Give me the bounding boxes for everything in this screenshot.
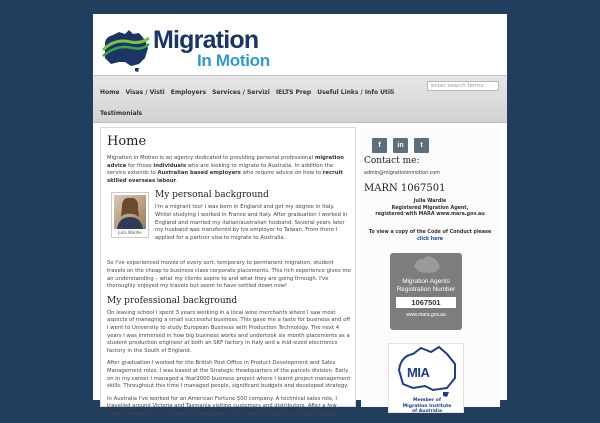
mia-line1: Member of xyxy=(413,398,441,403)
mia-acronym: MIA xyxy=(407,365,430,380)
professional-heading: My professional background xyxy=(107,295,238,306)
social-links xyxy=(372,132,435,153)
mara-map-icon xyxy=(390,253,462,275)
conduct-notice xyxy=(364,230,496,243)
nav-ielts-prep[interactable]: IELTS Prep xyxy=(275,89,312,96)
nav-visas[interactable]: Visas / Visti xyxy=(125,89,165,96)
mia-line3: of Australia xyxy=(411,409,443,414)
nav-useful-links[interactable]: Useful Links / Info Utili xyxy=(317,89,395,96)
mia-line2: Migration Institute xyxy=(402,403,452,409)
professional-paragraph-1: On leaving school I spent 3 years working in a local wine merchants where I saw most aspects of managing a small successful business. This gave me a taste for business and off I went to University to study European Business with Production Technology. The next 4 years I was immersed in how big business works and undertook six month placements as a student production engineer at both an SKF factory in Italy and a mid-sized electronics factory in the South of England. xyxy=(107,309,350,354)
contact-heading: Contact me: xyxy=(364,156,420,166)
profile-photo xyxy=(111,192,149,238)
mara-line1: Migration Agents xyxy=(402,278,450,285)
mara-number: 1067501 xyxy=(396,297,456,308)
sidebar xyxy=(361,127,500,414)
mia-badge[interactable] xyxy=(388,343,464,413)
twitter-icon[interactable]: t xyxy=(414,138,429,153)
personal-background-section xyxy=(107,190,351,256)
intro-paragraph: Migration in Motion is an agency dedicated to providing personal professional migration advice for those individuals who are looking to migrate to Australia. In addition the service extends to Australian based employers who require advice on how to recruit skilled overseas labour. xyxy=(107,155,344,184)
professional-paragraph-3: In Australia I've worked for an American Fortune 500 company. A technical sales role, I travelled around Victoria and Tasmania visiting customers and distributors. After a few years I moved back to a Product Management role covering Australia and New Zealand. xyxy=(107,395,341,417)
agent-registration: registered with MARA www.mara.gov.au xyxy=(375,212,485,218)
conduct-text: To view a copy of the Code of Conduct please xyxy=(368,230,492,235)
person-icon xyxy=(114,195,146,229)
nav-services[interactable]: Services / Servizi xyxy=(212,89,270,96)
nav-testimonials[interactable]: Testimonials xyxy=(100,110,143,117)
mara-line2: Registration Number xyxy=(396,286,456,293)
personal-heading: My personal background xyxy=(155,190,269,201)
mara-url: www.mara.gov.au xyxy=(406,312,446,318)
page-title: Home xyxy=(107,134,147,149)
mara-badge[interactable] xyxy=(390,253,462,330)
search-input[interactable]: enter search terms xyxy=(427,81,499,91)
professional-paragraph-2: After graduation I worked for the British Post Office in Product Development and Sales Management roles. I was based at the Strategic Headquarters of the parcels division. Early on in my career I managed a Year2000 business project where I learnt project management skills. Throughout this time I managed people, significant budgets and developed strategy. xyxy=(107,360,351,390)
personal-paragraph: I'm a migrant too! I was born in England and got my degree in Italy. Whilst studying I worked in France and Italy. After graduation I worked in England and married my italian/australian husband. Several years later my husband was transferred by his employer to Taiwan. From there I applied for a partner visa to migrate to Australia. xyxy=(155,204,348,241)
page-container xyxy=(93,14,507,417)
nav-employers[interactable]: Employers xyxy=(170,89,207,96)
agent-name: Julia Wardle xyxy=(413,199,447,204)
portrait-image xyxy=(114,195,146,229)
main-nav xyxy=(93,75,507,123)
agent-title: Registered Migration Agent, xyxy=(391,205,469,211)
linkedin-icon[interactable]: in xyxy=(393,138,408,153)
australia-map-icon xyxy=(101,28,151,72)
logo-text-line1: Migration xyxy=(153,26,259,54)
main-content xyxy=(100,127,356,417)
personal-paragraph-2: So I've experienced moves of every sort, temporary to permanent migration, student travels on the cheap to business class corporate placements. This rich experience gives me an understanding – what my clients aspire to and what they are going through. I've thoroughly enjoyed my travels but seem to have settled down now! xyxy=(107,260,351,290)
contact-email[interactable]: admin@migrationinmotion.com xyxy=(364,171,440,176)
conduct-link[interactable]: click here xyxy=(416,236,444,242)
site-logo[interactable] xyxy=(101,26,291,78)
facebook-icon[interactable]: f xyxy=(372,138,387,153)
photo-caption: Julia Wardle xyxy=(118,230,142,236)
marn-number: MARN 1067501 xyxy=(364,183,446,194)
logo-text-line2: In Motion xyxy=(197,51,270,70)
nav-home[interactable]: Home xyxy=(100,89,120,96)
agent-details xyxy=(364,199,496,219)
